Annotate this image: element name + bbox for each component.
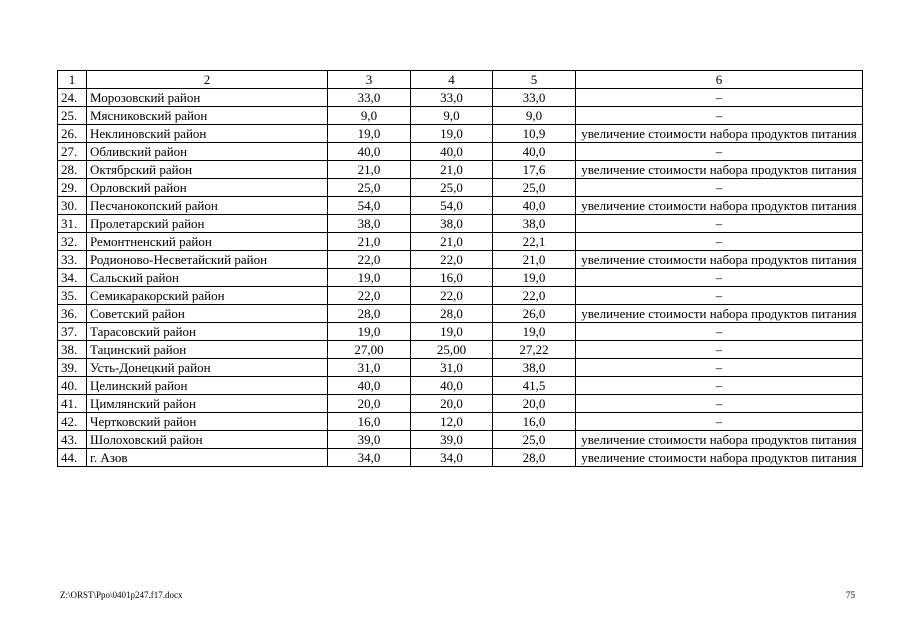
row-number: 29. [58,179,87,197]
value-col-5: 38,0 [493,359,576,377]
table-row [58,197,863,215]
value-col-4: 12,0 [411,413,493,431]
district-name: Тарасовский район [87,323,328,341]
table-row [58,377,863,395]
district-name: Тацинский район [87,341,328,359]
district-name: Усть-Донецкий район [87,359,328,377]
note: увеличение стоимости набора продуктов питания [576,251,863,269]
note: – [576,341,863,359]
value-col-5: 16,0 [493,413,576,431]
value-col-4: 21,0 [411,233,493,251]
value-col-5: 25,0 [493,179,576,197]
row-number: 26. [58,125,87,143]
table-row [58,179,863,197]
district-name: Морозовский район [87,89,328,107]
value-col-4: 34,0 [411,449,493,467]
note: – [576,179,863,197]
table-row [58,89,863,107]
note: – [576,89,863,107]
note: увеличение стоимости набора продуктов питания [576,431,863,449]
note: – [576,413,863,431]
table-row [58,341,863,359]
header-col-6: 6 [576,71,863,89]
page-number: 75 [846,590,855,600]
value-col-4: 31,0 [411,359,493,377]
table-header-row [58,71,863,89]
note: – [576,215,863,233]
note: – [576,395,863,413]
row-number: 41. [58,395,87,413]
table-row [58,287,863,305]
value-col-5: 10,9 [493,125,576,143]
note: – [576,143,863,161]
value-col-4: 20,0 [411,395,493,413]
value-col-4: 54,0 [411,197,493,215]
value-col-5: 33,0 [493,89,576,107]
district-name: Чертковский район [87,413,328,431]
district-name: г. Азов [87,449,328,467]
header-col-4: 4 [411,71,493,89]
value-col-4: 16,0 [411,269,493,287]
value-col-3: 34,0 [328,449,411,467]
value-col-4: 33,0 [411,89,493,107]
value-col-4: 40,0 [411,377,493,395]
district-name: Орловский район [87,179,328,197]
table-row [58,305,863,323]
value-col-5: 9,0 [493,107,576,125]
table-row [58,431,863,449]
value-col-5: 28,0 [493,449,576,467]
value-col-4: 40,0 [411,143,493,161]
note: – [576,323,863,341]
value-col-5: 26,0 [493,305,576,323]
table-row [58,413,863,431]
note: увеличение стоимости набора продуктов питания [576,449,863,467]
value-col-5: 40,0 [493,143,576,161]
district-name: Мясниковский район [87,107,328,125]
value-col-5: 22,0 [493,287,576,305]
value-col-4: 19,0 [411,323,493,341]
value-col-3: 19,0 [328,323,411,341]
row-number: 24. [58,89,87,107]
note: увеличение стоимости набора продуктов питания [576,161,863,179]
note: увеличение стоимости набора продуктов питания [576,305,863,323]
header-col-1: 1 [58,71,87,89]
row-number: 39. [58,359,87,377]
value-col-4: 25,0 [411,179,493,197]
row-number: 40. [58,377,87,395]
value-col-5: 21,0 [493,251,576,269]
value-col-4: 22,0 [411,287,493,305]
value-col-4: 21,0 [411,161,493,179]
row-number: 33. [58,251,87,269]
table-row [58,161,863,179]
table-row [58,233,863,251]
table-row [58,269,863,287]
value-col-4: 25,00 [411,341,493,359]
district-name: Родионово-Несветайский район [87,251,328,269]
value-col-3: 22,0 [328,287,411,305]
value-col-5: 25,0 [493,431,576,449]
header-col-2: 2 [87,71,328,89]
note: – [576,107,863,125]
row-number: 32. [58,233,87,251]
value-col-3: 19,0 [328,125,411,143]
table-row [58,323,863,341]
district-name: Песчанокопский район [87,197,328,215]
table-row [58,251,863,269]
value-col-5: 17,6 [493,161,576,179]
value-col-4: 22,0 [411,251,493,269]
value-col-3: 54,0 [328,197,411,215]
table-row [58,143,863,161]
district-name: Семикаракорский район [87,287,328,305]
note: – [576,233,863,251]
value-col-5: 20,0 [493,395,576,413]
table-row [58,107,863,125]
value-col-5: 19,0 [493,269,576,287]
row-number: 36. [58,305,87,323]
note: увеличение стоимости набора продуктов питания [576,197,863,215]
value-col-3: 39,0 [328,431,411,449]
value-col-3: 33,0 [328,89,411,107]
value-col-3: 19,0 [328,269,411,287]
value-col-3: 28,0 [328,305,411,323]
footer-file-path: Z:\ORST\Ppo\0401p247.f17.docx [60,590,183,600]
district-name: Шолоховский район [87,431,328,449]
table-row [58,125,863,143]
district-name: Цимлянский район [87,395,328,413]
value-col-3: 31,0 [328,359,411,377]
value-col-3: 27,00 [328,341,411,359]
value-col-5: 41,5 [493,377,576,395]
table-row [58,359,863,377]
district-name: Октябрский район [87,161,328,179]
value-col-3: 9,0 [328,107,411,125]
value-col-4: 19,0 [411,125,493,143]
row-number: 44. [58,449,87,467]
note: – [576,287,863,305]
row-number: 30. [58,197,87,215]
table-row [58,215,863,233]
value-col-5: 40,0 [493,197,576,215]
value-col-3: 22,0 [328,251,411,269]
value-col-3: 40,0 [328,377,411,395]
data-table [57,70,863,467]
row-number: 35. [58,287,87,305]
value-col-5: 27,22 [493,341,576,359]
row-number: 38. [58,341,87,359]
value-col-3: 21,0 [328,161,411,179]
district-name: Сальский район [87,269,328,287]
district-name: Советский район [87,305,328,323]
value-col-4: 39,0 [411,431,493,449]
table-row [58,395,863,413]
value-col-3: 16,0 [328,413,411,431]
header-col-5: 5 [493,71,576,89]
row-number: 34. [58,269,87,287]
table-row [58,449,863,467]
value-col-5: 19,0 [493,323,576,341]
value-col-5: 38,0 [493,215,576,233]
value-col-4: 9,0 [411,107,493,125]
district-name: Неклиновский район [87,125,328,143]
row-number: 37. [58,323,87,341]
value-col-3: 40,0 [328,143,411,161]
value-col-3: 38,0 [328,215,411,233]
note: – [576,377,863,395]
row-number: 28. [58,161,87,179]
district-name: Ремонтненский район [87,233,328,251]
value-col-3: 20,0 [328,395,411,413]
row-number: 43. [58,431,87,449]
district-name: Обливский район [87,143,328,161]
value-col-5: 22,1 [493,233,576,251]
row-number: 27. [58,143,87,161]
row-number: 42. [58,413,87,431]
note: увеличение стоимости набора продуктов питания [576,125,863,143]
district-name: Целинский район [87,377,328,395]
value-col-4: 38,0 [411,215,493,233]
note: – [576,269,863,287]
district-name: Пролетарский район [87,215,328,233]
note: – [576,359,863,377]
row-number: 31. [58,215,87,233]
value-col-3: 25,0 [328,179,411,197]
value-col-4: 28,0 [411,305,493,323]
row-number: 25. [58,107,87,125]
value-col-3: 21,0 [328,233,411,251]
header-col-3: 3 [328,71,411,89]
